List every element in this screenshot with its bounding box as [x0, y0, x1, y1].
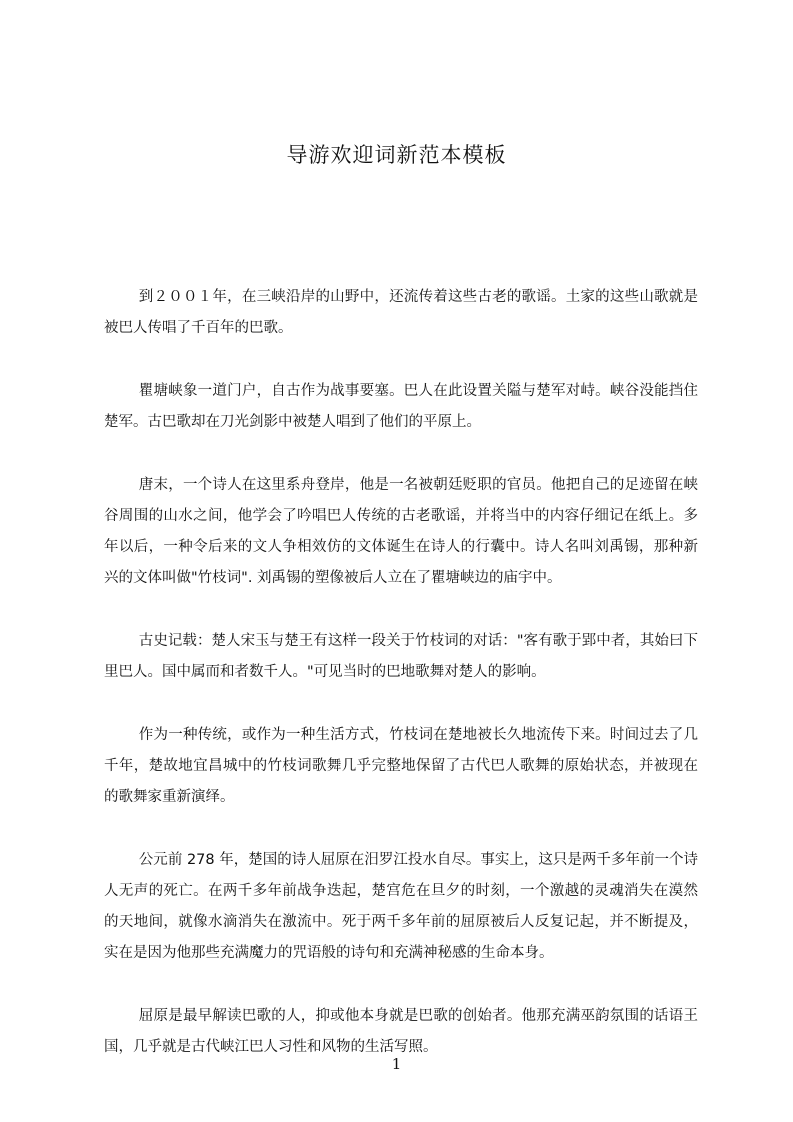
- paragraph-7: 屈原是最早解读巴歌的人，抑或他本身就是巴歌的创始者。他那充满巫韵氛围的话语王国，几乎就是古代峡江巴人习性和风物的生活写照。: [104, 1008, 698, 1055]
- paragraph-6: 公元前 278 年，楚国的诗人屈原在汨罗江投水自尽。事实上，这只是两千多年前一个诗人无声的死亡。在两千多年前战争迭起，楚宫危在旦夕的时刻，一个激越的灵魂消失在漠然的天地间，就像水滴消失在激流中。死于两千多年前的屈原被后人反复记起，并不断提及，实在是因为他那些充满魔力的咒语般的诗句和充满神秘感的生命本身。: [104, 852, 698, 961]
- paragraph-5: 作为一种传统，或作为一种生活方式，竹枝词在楚地被长久地流传下来。时间过去了几千年，楚故地宜昌城中的竹枝词歌舞几乎完整地保留了古代巴人歌舞的原始状态，并被现在的歌舞家重新演绎。: [104, 727, 698, 805]
- document-body: [104, 282, 698, 1095]
- paragraph-2: 瞿塘峡象一道门户，自古作为战事要塞。巴人在此设置关隘与楚军对峙。峡谷没能挡住楚军。古巴歌却在刀光剑影中被楚人唱到了他们的平原上。: [104, 383, 698, 430]
- page-number: 1: [391, 1055, 402, 1073]
- paragraph-3: 唐末，一个诗人在这里系舟登岸，他是一名被朝廷贬职的官员。他把自己的足迹留在峡谷周围的山水之间，他学会了吟唱巴人传统的古老歌谣，并将当中的内容仔细记在纸上。多年以后，一种令后来的文人争相效仿的文体诞生在诗人的行囊中。诗人名叫刘禹锡，那种新兴的文体叫做"竹枝词". 刘禹锡的塑像被后人立在了瞿塘峡边的庙宇中。: [104, 477, 698, 586]
- paragraph-1: 到２００１年，在三峡沿岸的山野中，还流传着这些古老的歌谣。土家的这些山歌就是被巴人传唱了千百年的巴歌。: [104, 289, 698, 336]
- paragraph-4: 古史记载：楚人宋玉与楚王有这样一段关于竹枝词的对话："客有歌于郢中者，其始曰下里巴人。国中属而和者数千人。"可见当时的巴地歌舞对楚人的影响。: [104, 633, 698, 680]
- document-title: 导游欢迎词新范本模板: [286, 143, 507, 167]
